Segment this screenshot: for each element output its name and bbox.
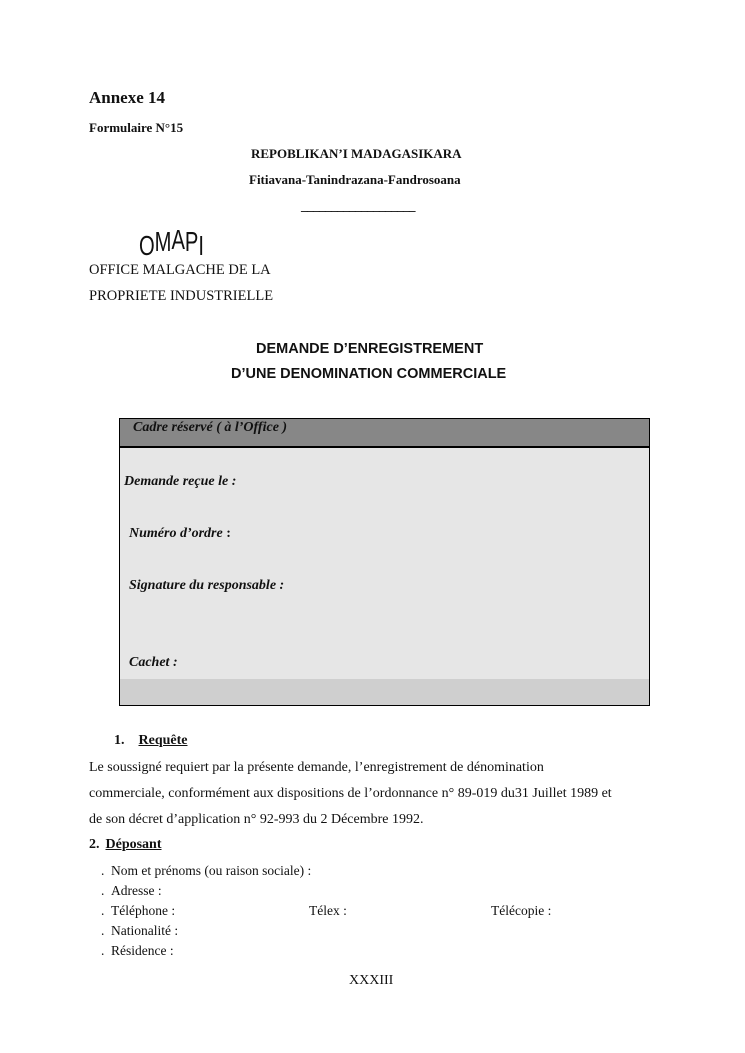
requete-paragraph-line3: de son décret d’application n° 92-993 du 2 Décembre 1992. (89, 812, 424, 827)
omapi-logo (139, 224, 204, 261)
field-telephone-label: Téléphone : (111, 903, 176, 918)
field-nationalite (101, 923, 178, 939)
logo-letter: M (154, 226, 172, 257)
section-2-heading (89, 837, 162, 853)
field-nom-label: Nom et prénoms (ou raison sociale) : (111, 863, 312, 878)
numero-ordre-label (129, 526, 231, 542)
field-adresse (101, 883, 162, 899)
field-residence-label: Résidence : (111, 943, 174, 958)
republic-name: REPOBLIKAN’I MADAGASIKARA (251, 146, 462, 161)
page-number: XXXIII (349, 973, 394, 988)
office-box-title: Cadre réservé ( à l’Office ) (133, 420, 288, 435)
numero-ordre-colon: : (222, 526, 231, 541)
list-bullet: . (101, 883, 105, 898)
field-nationalite-label: Nationalité : (111, 923, 179, 938)
list-bullet: . (101, 863, 105, 878)
section-2-title: Déposant (105, 837, 162, 852)
signature-label: Signature du responsable : (129, 578, 285, 593)
formulaire-label: Formulaire N°15 (89, 120, 184, 135)
section-1-title: Requête (138, 733, 188, 748)
logo-letter: I (198, 230, 204, 261)
office-reserved-box (119, 418, 650, 706)
national-motto: Fitiavana-Tanindrazana-Fandrosoana (249, 172, 461, 187)
annexe-heading: Annexe 14 (89, 88, 166, 107)
section-2-number: 2. (89, 837, 100, 852)
office-box-footer (120, 679, 649, 705)
field-adresse-label: Adresse : (111, 883, 162, 898)
header-separator: ___________________ (301, 198, 415, 213)
field-residence (101, 943, 174, 959)
form-title-line1: DEMANDE D’ENREGISTREMENT (256, 341, 484, 357)
logo-letter: O (139, 230, 155, 261)
numero-ordre-text: Numéro d’ordre (129, 526, 223, 541)
field-nom (101, 863, 311, 879)
logo-letter: A (171, 224, 185, 255)
section-1-heading (114, 733, 188, 749)
demande-recue-label: Demande reçue le : (124, 474, 237, 489)
list-bullet: . (101, 923, 105, 938)
field-telex-label: Télex : (309, 903, 347, 918)
form-title-line2: D’UNE DENOMINATION COMMERCIALE (231, 366, 507, 382)
requete-paragraph-line1: Le soussigné requiert par la présente demande, l’enregistrement de dénomination (89, 760, 544, 775)
section-1-number: 1. (114, 733, 125, 748)
list-bullet: . (101, 943, 105, 958)
requete-paragraph-line2: commerciale, conformément aux dispositions de l’ordonnance n° 89-019 du31 Juillet 1989 et (89, 786, 612, 801)
field-telephone (101, 903, 175, 919)
office-name-line1: OFFICE MALGACHE DE LA (89, 262, 271, 278)
cachet-label: Cachet : (129, 655, 178, 670)
office-name-line2: PROPRIETE INDUSTRIELLE (89, 288, 274, 304)
logo-letter: P (184, 226, 199, 257)
field-telecopie-label: Télécopie : (491, 903, 552, 918)
list-bullet: . (101, 903, 105, 918)
